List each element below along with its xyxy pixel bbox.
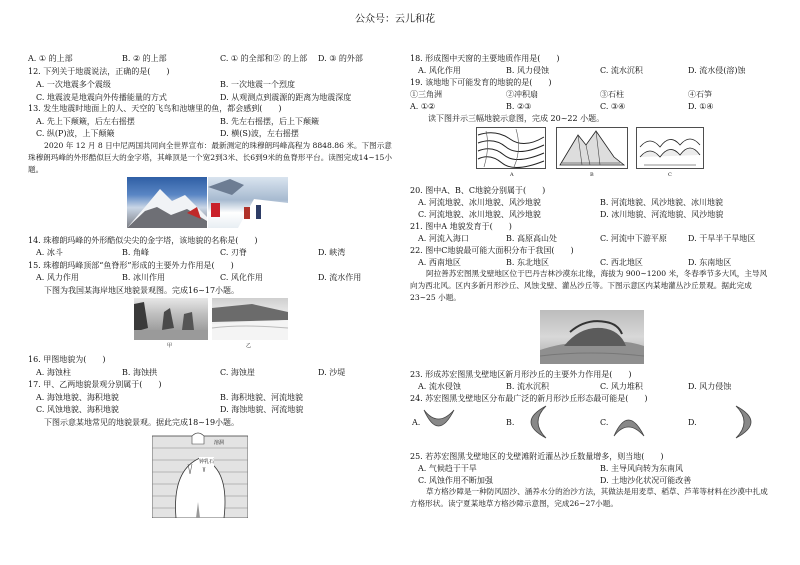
q22-option-d: D. 东南地区: [688, 258, 732, 267]
q21-stem: 21. 图中A 地貌发育于( ): [410, 222, 512, 231]
q20-option-d: D. 冰川地貌、河流地貌、风沙地貌: [600, 210, 724, 219]
q15-stem: 15. 珠穆朗玛峰顶部“鱼脊形”形成的主要外力作用是( ): [28, 261, 234, 270]
q19-option-b: B. ②③: [506, 102, 532, 111]
q20-stem: 20. 图中A、B、C地貌分别属于( ): [410, 186, 546, 195]
q22-stem: 22. 图中C地貌最可能大面积分布于我国( ): [410, 246, 574, 255]
q25-option-c: C. 风蚀作用不断加强: [418, 476, 493, 485]
label-cave: 溶洞: [214, 440, 225, 446]
q18-option-c: C. 流水沉积: [600, 66, 643, 75]
q17-option-b: B. 海积地貌、河流地貌: [220, 393, 303, 402]
q15-option-c: C. 风化作用: [220, 273, 263, 282]
q24-dune-shape-d: [732, 404, 766, 440]
q15-option-b: B. 冰川作用: [122, 273, 165, 282]
q23-option-b: B. 流水沉积: [506, 382, 549, 391]
q14-option-c: C. 刃脊: [220, 248, 247, 257]
q17-option-d: D. 海蚀地貌、河流地貌: [220, 405, 304, 414]
q24-label-c: C.: [600, 418, 609, 427]
q19-stem: 19. 该地地下可能发育的地貌的是( ): [410, 78, 552, 87]
q17-stem: 17. 甲、乙两地貌景观分别属于( ): [28, 380, 162, 389]
q14-option-b: B. 角峰: [122, 248, 149, 257]
q18-option-d: D. 流水侵(溶)蚀: [688, 66, 746, 75]
q19-option-d: D. ①④: [688, 102, 714, 111]
q21-option-c: C. 河流中下游平原: [600, 234, 667, 243]
q21-option-a: A. 河流入海口: [418, 234, 469, 243]
q22-option-b: B. 东北地区: [506, 258, 549, 267]
coast-photo-jia: [134, 298, 208, 340]
intro-16-17: 下图为我国某海岸地区地貌景观图。完成16~17小题。: [44, 286, 240, 295]
q20-option-c: C. 河流地貌、冰川地貌、风沙地貌: [418, 210, 541, 219]
landform-diagram-b: [556, 127, 628, 169]
q24-label-a: A.: [412, 418, 421, 427]
q12-stem: 12. 下列关于地震说法，正确的是( ): [28, 67, 170, 76]
q23-option-c: C. 风力堆积: [600, 382, 643, 391]
q23-option-d: D. 风力侵蚀: [688, 382, 732, 391]
q19-option-a: A. ①②: [410, 102, 436, 111]
coast-photo-yi: [212, 298, 288, 340]
q22-option-a: A. 西南地区: [418, 258, 461, 267]
coast-label-yi: 乙: [246, 343, 252, 349]
q14-stem: 14. 珠穆朗玛峰的外形酷似尖尖的金字塔，该地貌的名称是( ): [28, 236, 258, 245]
diagram-label-a: A: [510, 172, 514, 178]
landform-diagram-c: [636, 127, 704, 169]
q15-option-d: D. 流水作用: [318, 273, 362, 282]
q11-option-c: C. ① 的全部和② 的上部: [220, 54, 308, 63]
q19-item-4: ④石笋: [688, 90, 712, 99]
q23-stem: 23. 形成苏宏图黑戈壁地区新月形沙丘的主要外力作用是( ): [410, 370, 632, 379]
q20-option-a: A. 河流地貌、冰川地貌、风沙地貌: [418, 198, 541, 207]
q12-option-a: A. 一次地震多个震级: [36, 80, 111, 89]
q24-label-d: D.: [688, 418, 697, 427]
intro-26-27: 草方格沙障是一种防风固沙、涵养水分的治沙方法，其做法是用麦草、稻草、芦苇等材料在沙漠中扎成方格形状。读宁夏某地草方格沙障示意图，完成26~27小题。: [410, 487, 768, 508]
q11-option-a: A. ① 的上部: [28, 54, 73, 63]
everest-photo-2: [208, 177, 288, 228]
shrub-dune-photo: [540, 310, 644, 364]
q16-option-d: D. 沙堤: [318, 368, 346, 377]
q24-label-b: B.: [506, 418, 515, 427]
q19-item-1: ①三角洲: [410, 90, 442, 99]
q20-option-b: B. 河流地貌、风沙地貌、冰川地貌: [600, 198, 723, 207]
karst-cave-diagram: [152, 430, 248, 518]
q21-option-b: B. 高原高山处: [506, 234, 557, 243]
q18-stem: 18. 形成图中天窗的主要地质作用是( ): [410, 54, 560, 63]
q12-option-c: C. 地震波是地震向外传播能量的方式: [36, 93, 167, 102]
q13-option-b: B. 先左右摇摆，后上下颠簸: [220, 117, 319, 126]
q19-item-2: ②冲积扇: [506, 90, 538, 99]
q21-option-d: D. 干旱半干旱地区: [688, 234, 756, 243]
q16-option-c: C. 海蚀崖: [220, 368, 255, 377]
q13-stem: 13. 发生地震时地面上的人、天空的飞鸟和池塘里的鱼，都会感到( ): [28, 104, 282, 113]
q16-option-a: A. 海蚀柱: [36, 368, 71, 377]
q12-option-b: B. 一次地震一个烈度: [220, 80, 295, 89]
q25-option-a: A. 气候趋于干旱: [418, 464, 477, 473]
q18-option-a: A. 风化作用: [418, 66, 461, 75]
q16-stem: 16. 甲图地貌为( ): [28, 355, 106, 364]
q11-option-b: B. ② 的上部: [122, 54, 167, 63]
landform-diagram-a: [476, 127, 546, 169]
intro-14-15: 2020 年 12 月 8 日中尼两国共同向全世界宣布：最新测定的珠穆朗玛峰高程为 8848.86 米。下图示意珠穆朗玛峰的外形酷似巨大的金字塔，其峰顶是一个宽2到3米、长6到9米的鱼脊形平台。读图完成14~15小题。: [28, 141, 392, 174]
q22-option-c: C. 西北地区: [600, 258, 643, 267]
q17-option-c: C. 风蚀地貌、海积地貌: [36, 405, 119, 414]
q23-option-a: A. 流水侵蚀: [418, 382, 461, 391]
q17-option-a: A. 海蚀地貌、海积地貌: [36, 393, 119, 402]
q12-option-d: D. 从观测点到震源的距离为地震深度: [220, 93, 352, 102]
q24-dune-shape-b: [516, 404, 550, 440]
q24-dune-shape-a: [422, 406, 456, 440]
diagram-label-b: B: [590, 172, 594, 178]
q24-dune-shape-c: [612, 406, 646, 440]
everest-photo-1: [127, 177, 207, 228]
q25-option-b: B. 主导风向转为东南风: [600, 464, 683, 473]
q24-stem: 24. 苏宏图黑戈壁地区分布最广泛的新月形沙丘形态最可能是( ): [410, 394, 648, 403]
q14-option-d: D. 峡湾: [318, 248, 346, 257]
label-stalactite: 钟乳石: [199, 459, 215, 465]
q13-option-c: C. 纵(P)波，上下颠簸: [36, 129, 115, 138]
q14-option-a: A. 冰斗: [36, 248, 63, 257]
intro-18-19: 下图示意某地常见的地貌景观。据此完成18~19小题。: [44, 418, 240, 427]
q13-option-a: A. 先上下颠簸，后左右摇摆: [36, 117, 135, 126]
q19-option-c: C. ③④: [600, 102, 626, 111]
q11-option-d: D. ③ 的外部: [318, 54, 363, 63]
diagram-label-c: C: [668, 172, 672, 178]
q19-item-3: ③石柱: [600, 90, 624, 99]
q18-option-b: B. 风力侵蚀: [506, 66, 549, 75]
q16-option-b: B. 海蚀拱: [122, 368, 157, 377]
intro-23-25: 阿拉善苏宏图黑戈壁地区位于巴丹吉林沙漠东北缘，海拔为 900~1200 米，冬春季节多大风，主导风向为西北风。区内多新月形沙丘、风蚀戈壁、灌丛沙丘等。下图示意区内某地灌丛沙丘景观。据此完成 23~25 小题。: [410, 269, 768, 302]
q15-option-a: A. 风力作用: [36, 273, 79, 282]
intro-20-22: 读下图并示三幅地貌示意图，完成 20~22 小题。: [428, 114, 605, 123]
q25-option-d: D. 土地沙化状况可能改善: [600, 476, 692, 485]
page-header: 公众号：云儿和花: [355, 14, 435, 25]
coast-label-jia: 甲: [167, 343, 173, 349]
q13-option-d: D. 横(S)波，左右摇摆: [220, 129, 299, 138]
q25-stem: 25. 若苏宏图黑戈壁地区的戈壁滩附近灌丛沙丘数量增多，则当地( ): [410, 452, 664, 461]
